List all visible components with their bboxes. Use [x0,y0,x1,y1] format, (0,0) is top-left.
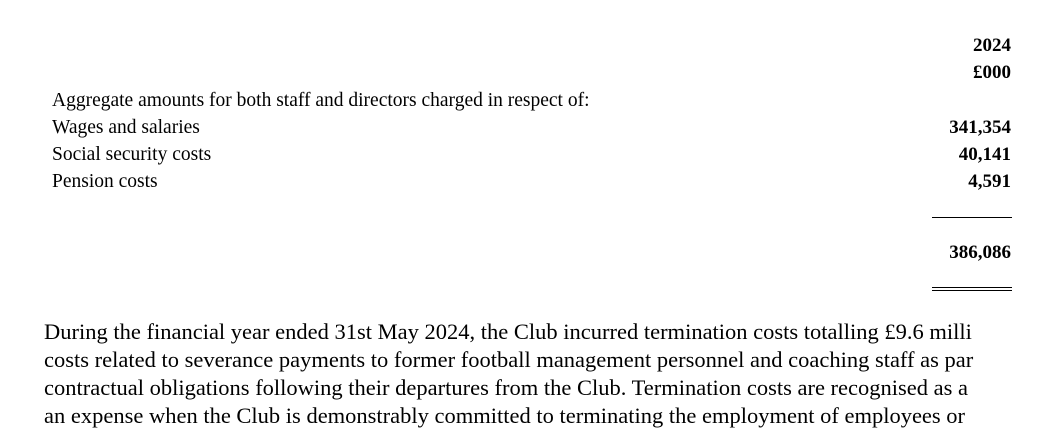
total-value: 386,086 [949,242,1011,263]
paragraph-line: contractual obligations following their departures from the Club. Termination costs are recognised as a [44,375,968,400]
paragraph-line: costs related to severance payments to former football management personnel and coaching staff as par [44,347,974,372]
subtotal-rule [932,217,1012,218]
row-value-wages: 341,354 [949,117,1011,138]
paragraph-line: an expense when the Club is demonstrably committed to terminating the employment of employees or [44,403,966,428]
unit-column-header: £000 [973,62,1011,83]
table-intro-label: Aggregate amounts for both staff and directors charged in respect of: [52,90,590,111]
row-label-social-security: Social security costs [52,144,212,165]
row-value-social-security: 40,141 [958,144,1011,165]
paragraph-line: During the financial year ended 31st May 2024, the Club incurred termination costs totalling £9.6 milli [44,319,972,344]
row-value-pension: 4,591 [968,171,1011,192]
row-label-wages: Wages and salaries [52,117,200,138]
year-column-header: 2024 [973,35,1011,56]
termination-costs-paragraph [44,318,1061,430]
row-label-pension: Pension costs [52,171,158,192]
total-double-rule [932,287,1012,291]
